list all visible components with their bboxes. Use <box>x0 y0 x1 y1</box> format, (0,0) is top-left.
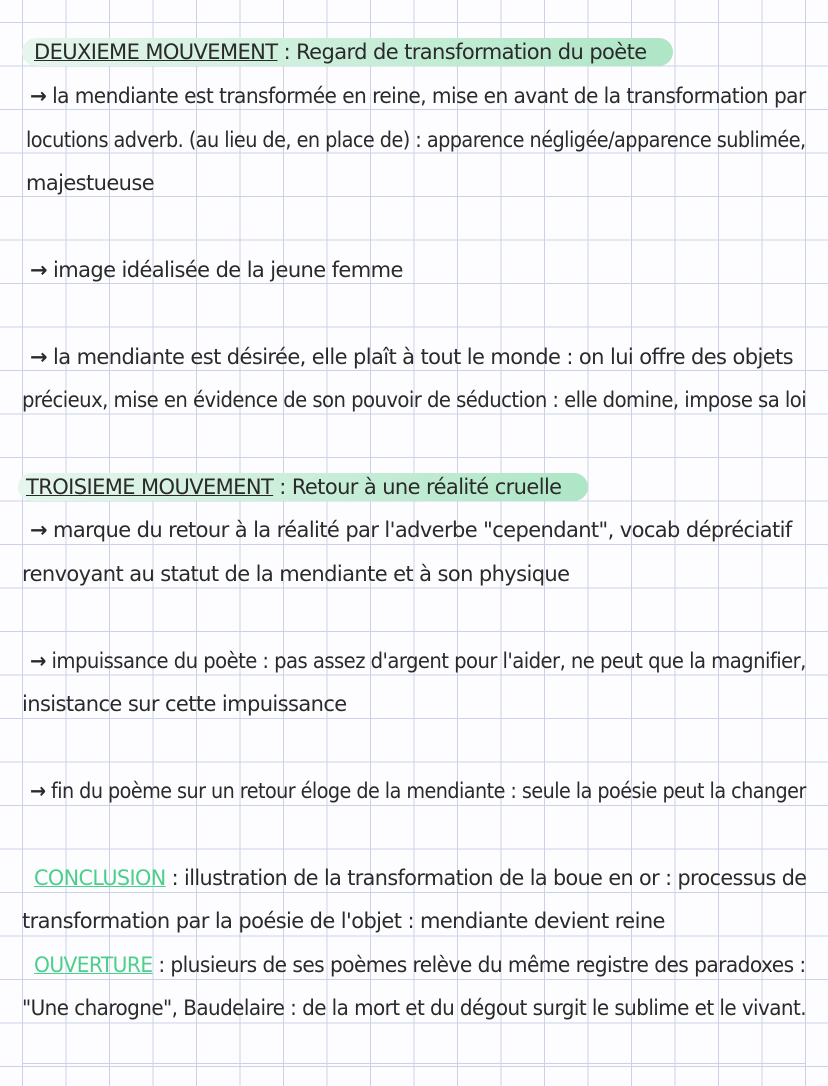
text-content: "Une charogne", Baudelaire : de la mort et du dégout surgit le sublime et le vivant. <box>22 996 807 1020</box>
text-line <box>22 907 665 935</box>
text-content: : plusieurs de ses poèmes relève du même registre des paradoxes : <box>152 953 806 977</box>
arrow-icon: → <box>30 779 46 803</box>
text-content: majestueuse <box>26 171 155 195</box>
heading-highlight <box>22 38 673 66</box>
text-content: image idéalisée de la jeune femme <box>53 258 403 282</box>
text-line <box>30 777 806 805</box>
text-line <box>22 994 806 1022</box>
arrow-icon: → <box>30 84 47 108</box>
text-line <box>22 560 569 588</box>
text-content: renvoyant au statut de la mendiante et à son physique <box>22 562 570 586</box>
conclusion-label: CONCLUSION <box>34 866 166 890</box>
text-line <box>26 126 806 154</box>
text-content: transformation par la poésie de l'objet : mendiante devient reine <box>22 909 665 933</box>
conclusion-line <box>34 864 806 892</box>
arrow-icon: → <box>30 518 47 542</box>
text-line <box>26 169 154 197</box>
text-line <box>22 386 806 414</box>
text-line <box>22 690 347 718</box>
text-content: la mendiante est transformée en reine, mise en avant de la transformation par <box>52 84 806 108</box>
text-line <box>30 516 792 544</box>
text-content: la mendiante est désirée, elle plaît à tout le monde : on lui offre des objets <box>53 345 793 369</box>
text-line <box>30 343 793 371</box>
text-content: précieux, mise en évidence de son pouvoir de séduction : elle domine, impose sa loi <box>22 388 807 412</box>
arrow-icon: → <box>30 649 46 673</box>
text-line <box>30 647 806 675</box>
heading-title: TROISIEME MOUVEMENT <box>26 475 274 499</box>
text-content: : illustration de la transformation de la boue en or : processus de <box>165 866 807 890</box>
section-heading-mouvement2 <box>22 38 673 66</box>
ouverture-label: OUVERTURE <box>34 953 153 977</box>
text-line <box>30 256 403 284</box>
heading-subtitle: : Retour à une réalité cruelle <box>273 475 562 499</box>
text-line <box>30 82 806 110</box>
text-content: insistance sur cette impuissance <box>22 692 347 716</box>
section-heading-mouvement3 <box>18 473 588 501</box>
text-content: fin du poème sur un retour éloge de la mendiante : seule la poésie peut la changer <box>51 779 806 803</box>
text-content: marque du retour à la réalité par l'adverbe "cependant", vocab dépréciatif <box>53 518 792 542</box>
arrow-icon: → <box>30 258 47 282</box>
arrow-icon: → <box>30 345 47 369</box>
heading-highlight <box>18 473 588 501</box>
text-content: impuissance du poète : pas assez d'argent pour l'aider, ne peut que la magnifier, <box>51 649 806 673</box>
ouverture-line <box>34 951 806 979</box>
text-content: locutions adverb. (au lieu de, en place de) : apparence négligée/apparence sublimée, <box>26 128 806 152</box>
heading-title: DEUXIEME MOUVEMENT <box>34 40 278 64</box>
heading-subtitle: : Regard de transformation du poète <box>277 40 647 64</box>
